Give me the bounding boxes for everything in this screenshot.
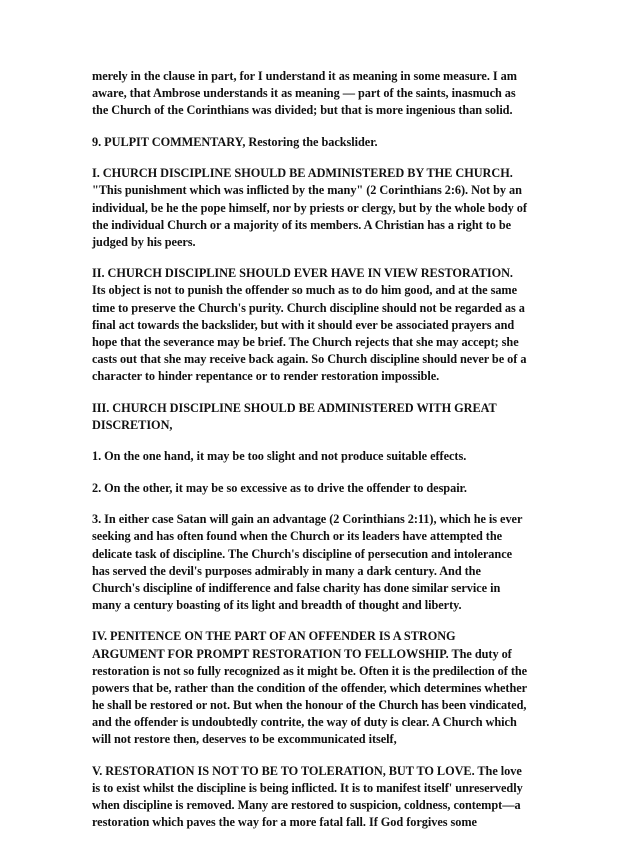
text-line: character to hinder repentance or to render restoration impossible.: [92, 368, 440, 383]
document-body: [92, 68, 554, 845]
text-line: time to preserve the Church's purity. Church discipline should not be regarded as a: [92, 300, 525, 315]
text-line: final act towards the backslider, but with it should ever be associated prayers and: [92, 317, 515, 332]
text-line: casts out that she may receive back again. So Church discipline should never be of a: [92, 351, 527, 366]
text-line: he shall be restored or not. But when the honour of the Church has been vindicated,: [92, 697, 527, 712]
text-line: judged by his peers.: [92, 234, 196, 249]
text-line: delicate task of discipline. The Church's discipline of persecution and intolerance: [92, 546, 513, 561]
text-line: II. CHURCH DISCIPLINE SHOULD EVER HAVE IN VIEW RESTORATION.: [92, 266, 513, 281]
text-line: V. RESTORATION IS NOT TO BE TO TOLERATION, BUT TO LOVE. The love: [92, 763, 522, 778]
text-line: restoration which paves the way for a more fatal fall. If God forgives some: [92, 814, 477, 829]
text-line: hope that the severance may be brief. The Church rejects that she may accept; she: [92, 334, 519, 349]
text-line: individual, be he the pope himself, nor by priests or clergy, but by the whole body of: [92, 200, 527, 215]
text-line: 1. On the one hand, it may be too slight and not produce suitable effects.: [92, 449, 467, 464]
text-line: Church's discipline of indifference and false charity has done similar service in: [92, 580, 501, 595]
text-line: is to exist whilst the discipline is being inflicted. It is to manifest itself' unreservedly: [92, 780, 523, 795]
paragraph-subpoint-1: [92, 448, 554, 465]
text-line: and the offender is undoubtedly contrite, the way of duty is clear. A Church which: [92, 714, 517, 729]
text-line: merely in the clause in part, for I understand it as meaning in some measure. I am: [92, 69, 517, 83]
text-line: Its object is not to punish the offender so much as to do him good, and at the same: [92, 283, 518, 298]
text-line: powers that be, rather than the condition of the offender, which determines whether: [92, 680, 528, 695]
text-line: when discipline is removed. Many are restored to suspicion, coldness, contempt—a: [92, 797, 521, 812]
text-line: ARGUMENT FOR PROMPT RESTORATION TO FELLOWSHIP. The duty of: [92, 646, 512, 661]
text-line: I. CHURCH DISCIPLINE SHOULD BE ADMINISTERED BY THE CHURCH.: [92, 166, 513, 181]
text-line: 9. PULPIT COMMENTARY, Restoring the backslider.: [92, 134, 378, 149]
text-line: "This punishment which was inflicted by the many" (2 Corinthians 2:6). Not by an: [92, 183, 522, 198]
paragraph-subpoint-3: [92, 511, 554, 614]
text-line: III. CHURCH DISCIPLINE SHOULD BE ADMINISTERED WITH GREAT: [92, 400, 497, 415]
paragraph-point-5: [92, 763, 554, 831]
text-line: restoration is not so fully recognized as it might be. Often it is the predilection of the: [92, 663, 528, 678]
text-line: DISCRETION,: [92, 417, 173, 432]
paragraph-ambrose-note: [92, 68, 554, 119]
paragraph-point-4: [92, 628, 554, 748]
text-line: the individual Church or a majority of its members. A Christian has a right to be: [92, 217, 512, 232]
text-line: will not restore then, deserves to be excommunicated itself,: [92, 732, 397, 746]
text-line: seeking and has often found when the Church or its leaders have attempted the: [92, 529, 503, 544]
text-line: 2. On the other, it may be so excessive as to drive the offender to despair.: [92, 480, 467, 495]
text-line: IV. PENITENCE ON THE PART OF AN OFFENDER IS A STRONG: [92, 629, 456, 644]
paragraph-subpoint-2: [92, 480, 554, 497]
text-line: aware, that Ambrose understands it as meaning — part of the saints, inasmuch as: [92, 86, 516, 101]
text-line: many a century boasting of its light and breadth of thought and liberty.: [92, 597, 462, 612]
paragraph-point-3-heading: [92, 400, 554, 434]
text-line: the Church of the Corinthians was divided; but that is more ingenious than solid.: [92, 103, 513, 118]
text-line: has served the devil's purposes admirably in many a dark century. And the: [92, 563, 481, 578]
paragraph-point-2: [92, 265, 554, 385]
paragraph-point-1: [92, 165, 554, 250]
text-line: 3. In either case Satan will gain an advantage (2 Corinthians 2:11), which he is ever: [92, 512, 523, 527]
section-heading-pulpit-commentary: [92, 134, 554, 151]
